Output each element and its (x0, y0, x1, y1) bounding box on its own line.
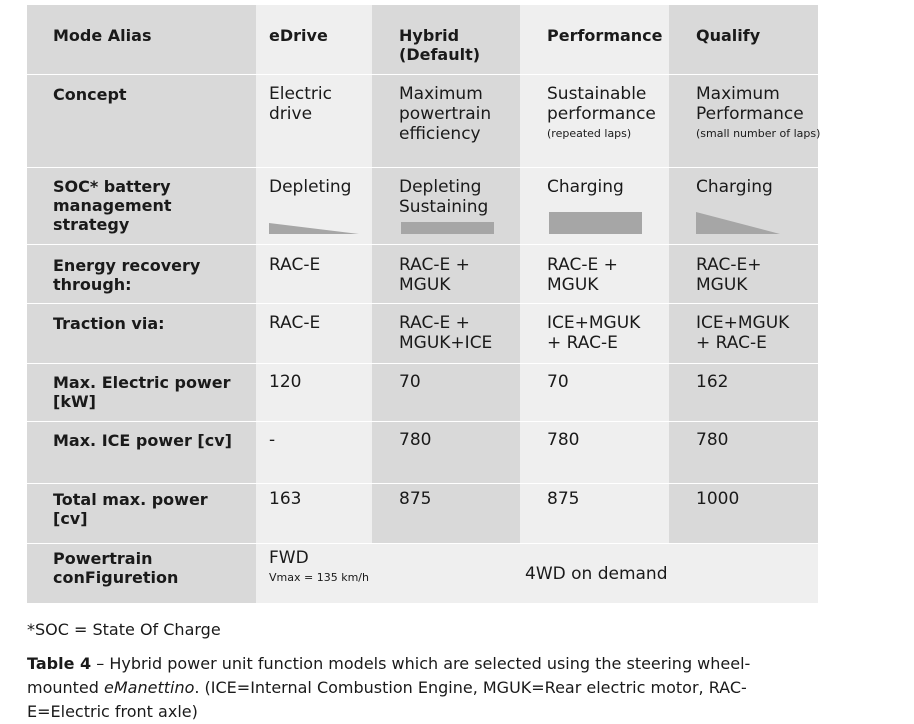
header-hybrid-line1: Hybrid (399, 26, 460, 45)
total-power-label-line2: [cv] (53, 509, 88, 528)
elec-power-performance: 70 (547, 372, 569, 392)
energy-qualify (696, 255, 761, 295)
energy-performance (547, 255, 618, 295)
total-power-performance: 875 (547, 489, 580, 509)
header-edrive: eDrive (269, 26, 328, 45)
traction-performance-line2: + RAC-E (547, 333, 618, 353)
config-edrive-vmax: Vmax = 135 km/h (269, 571, 369, 584)
config-label-line2: conFiguretion (53, 568, 179, 587)
charging-indicator-icon (549, 211, 643, 235)
row-label-concept: Concept (53, 85, 127, 104)
config-label-line1: Powertrain (53, 549, 153, 568)
concept-edrive-line1: Electric (269, 84, 332, 104)
traction-qualify (696, 313, 789, 353)
concept-performance-note: (repeated laps) (547, 127, 632, 140)
row-label-ice-power: Max. ICE power [cv] (53, 431, 232, 450)
energy-qualify-line1: RAC-E+ (696, 255, 762, 275)
concept-performance-line1: Sustainable (547, 84, 647, 104)
config-edrive (269, 548, 369, 585)
energy-hybrid-line1: RAC-E + (399, 255, 470, 275)
drive-modes-table (27, 5, 821, 603)
total-power-hybrid: 875 (399, 489, 432, 509)
row-label-energy-recovery (53, 256, 200, 294)
concept-hybrid-line2: powertrain (399, 104, 492, 124)
header-qualify: Qualify (696, 26, 761, 45)
energy-performance-line1: RAC-E + (547, 255, 618, 275)
row-divider (27, 167, 818, 168)
traction-hybrid-line1: RAC-E + (399, 313, 470, 333)
soc-hybrid-line2: Sustaining (399, 197, 489, 217)
concept-hybrid (399, 84, 491, 144)
energy-label-line2: through: (53, 275, 132, 294)
concept-performance (547, 84, 656, 141)
soc-label-line3: strategy (53, 215, 130, 234)
row-label-electric-power (53, 373, 230, 411)
concept-edrive (269, 84, 332, 124)
traction-performance-line1: ICE+MGUK (547, 313, 641, 333)
ice-power-edrive: - (269, 430, 276, 450)
total-power-qualify: 1000 (696, 489, 740, 509)
caption-label: Table 4 (27, 654, 92, 673)
soc-footnote: *SOC = State Of Charge (27, 620, 221, 639)
caption-text-1: – Hybrid power unit function models which are selected using the steering wheel-mounted (27, 654, 751, 697)
energy-performance-line2: MGUK (547, 275, 599, 295)
charging-ramp-indicator-icon (696, 211, 782, 235)
row-divider (27, 421, 818, 422)
caption-text-2: . (ICE=Internal Combustion Engine, MGUK=Rear electric motor, RAC-E=Electric front axle) (27, 678, 747, 721)
row-divider (27, 483, 818, 484)
traction-performance (547, 313, 640, 353)
caption-italic: eManettino (104, 678, 195, 697)
elec-power-qualify: 162 (696, 372, 729, 392)
soc-performance: Charging (547, 177, 624, 197)
concept-qualify (696, 84, 820, 141)
traction-hybrid-line2: MGUK+ICE (399, 333, 493, 353)
soc-hybrid (399, 177, 488, 217)
elec-power-edrive: 120 (269, 372, 302, 392)
ice-power-performance: 780 (547, 430, 580, 450)
table-caption (27, 652, 819, 724)
elec-power-label-line2: [kW] (53, 392, 96, 411)
concept-hybrid-line3: efficiency (399, 124, 481, 144)
elec-power-label-line1: Max. Electric power (53, 373, 231, 392)
traction-qualify-line2: + RAC-E (696, 333, 767, 353)
concept-qualify-note: (small number of laps) (696, 127, 821, 140)
config-4wd: 4WD on demand (525, 564, 668, 584)
row-divider (27, 543, 818, 544)
elec-power-hybrid: 70 (399, 372, 421, 392)
row-divider (27, 363, 818, 364)
concept-qualify-line1: Maximum (696, 84, 780, 104)
row-label-traction: Traction via: (53, 314, 165, 333)
row-label-total-power (53, 490, 208, 528)
header-hybrid-line2: (Default) (399, 45, 481, 64)
depleting-indicator-icon (269, 221, 361, 235)
concept-performance-line2: performance (547, 104, 656, 124)
soc-edrive: Depleting (269, 177, 352, 197)
soc-label-line2: management (53, 196, 172, 215)
energy-label-line1: Energy recovery (53, 256, 201, 275)
sustaining-indicator-icon (401, 221, 495, 235)
total-power-edrive: 163 (269, 489, 302, 509)
energy-edrive: RAC-E (269, 255, 321, 275)
row-label-powertrain-config (53, 549, 178, 587)
row-divider (27, 244, 818, 245)
total-power-label-line1: Total max. power (53, 490, 208, 509)
header-performance: Performance (547, 26, 663, 45)
concept-edrive-line2: drive (269, 104, 313, 124)
concept-hybrid-line1: Maximum (399, 84, 483, 104)
row-label-soc (53, 177, 172, 234)
config-edrive-line1: FWD (269, 548, 309, 568)
energy-hybrid (399, 255, 470, 295)
traction-edrive: RAC-E (269, 313, 321, 333)
row-divider (27, 74, 818, 75)
traction-hybrid (399, 313, 492, 353)
row-divider (27, 303, 818, 304)
soc-qualify: Charging (696, 177, 773, 197)
header-mode-alias: Mode Alias (53, 26, 152, 45)
ice-power-hybrid: 780 (399, 430, 432, 450)
ice-power-qualify: 780 (696, 430, 729, 450)
energy-qualify-line2: MGUK (696, 275, 748, 295)
concept-qualify-line2: Performance (696, 104, 804, 124)
soc-hybrid-line1: Depleting (399, 177, 482, 197)
soc-label-line1: SOC* battery (53, 177, 171, 196)
traction-qualify-line1: ICE+MGUK (696, 313, 790, 333)
header-hybrid (399, 26, 480, 64)
energy-hybrid-line2: MGUK (399, 275, 451, 295)
